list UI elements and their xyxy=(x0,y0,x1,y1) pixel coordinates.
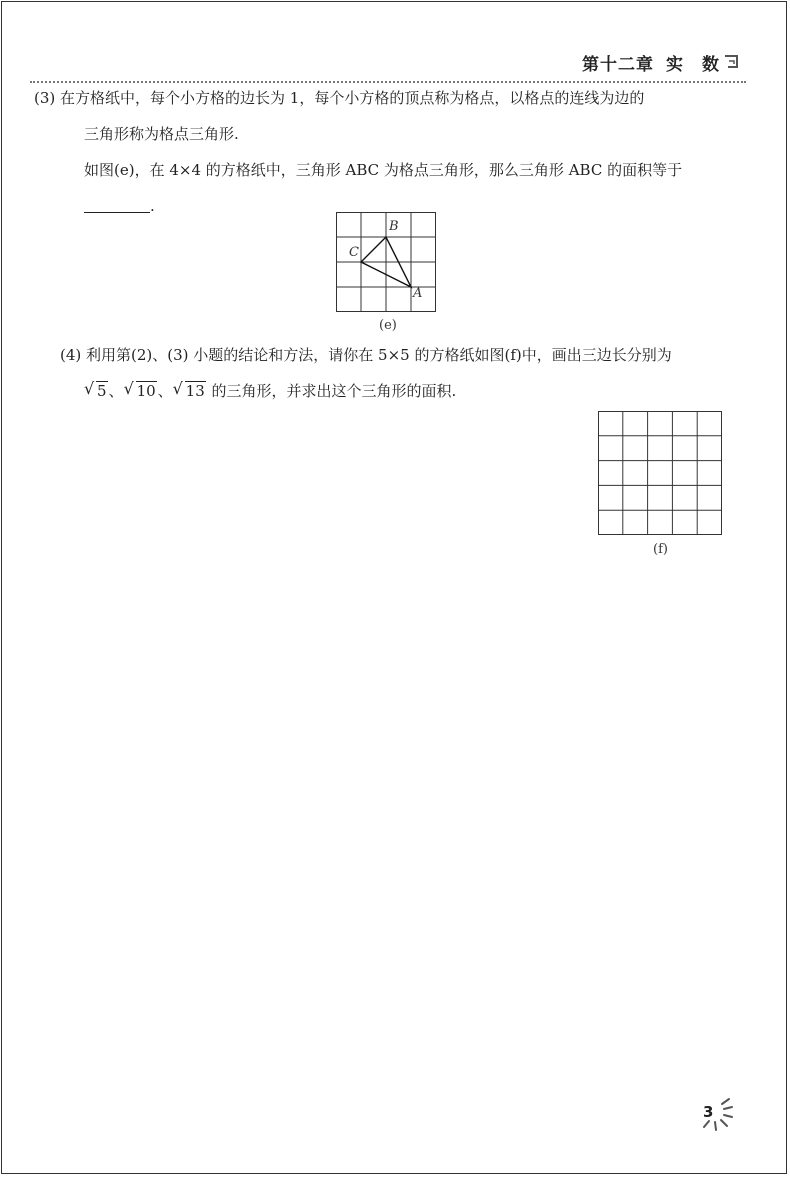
problem-3-line-1: (3) 在方格纸中，每个小方格的边长为 1，每个小方格的顶点称为格点，以格点的连线为边的 xyxy=(34,89,645,107)
label-b: B xyxy=(389,219,399,234)
page-number: 3 xyxy=(703,1103,714,1121)
problem-3-line-2: 三角形称为格点三角形. xyxy=(84,125,239,143)
chapter-header xyxy=(582,50,720,75)
sqrt-5: √ 5 xyxy=(84,379,107,400)
sqrt-10: √ 10 xyxy=(123,379,156,400)
chapter-ornament-icon xyxy=(722,52,742,72)
figure-f-caption: (f) xyxy=(653,542,668,557)
figure-e-caption: (e) xyxy=(379,318,397,333)
problem-3 xyxy=(0,80,790,224)
answer-blank[interactable] xyxy=(84,192,150,213)
separator-1: 、 xyxy=(108,382,124,400)
label-a: A xyxy=(413,286,423,301)
problem-4-line-2 xyxy=(0,373,790,409)
problem-4-line-1: (4) 利用第(2)、(3) 小题的结论和方法，请你在 5×5 的方格纸如图(f)中，画出三边长分别为 xyxy=(60,346,672,364)
figure-f-grid[interactable] xyxy=(598,411,722,535)
sqrt-13: √ 13 xyxy=(172,379,205,400)
chapter-title: 实 数 xyxy=(666,55,720,75)
answer-period: . xyxy=(150,197,155,215)
label-c: C xyxy=(349,245,359,260)
problem-3-line-3: 如图(e)，在 4×4 的方格纸中，三角形 ABC 为格点三角形，那么三角形 ABC 的面积等于 xyxy=(84,161,683,179)
page-number-ornament-icon xyxy=(696,1094,734,1132)
problem-4 xyxy=(0,337,790,409)
chapter-number: 第十二章 xyxy=(582,55,654,75)
separator-2: 、 xyxy=(157,382,173,400)
problem-4-line-2-rest: 的三角形，并求出这个三角形的面积. xyxy=(206,382,457,400)
